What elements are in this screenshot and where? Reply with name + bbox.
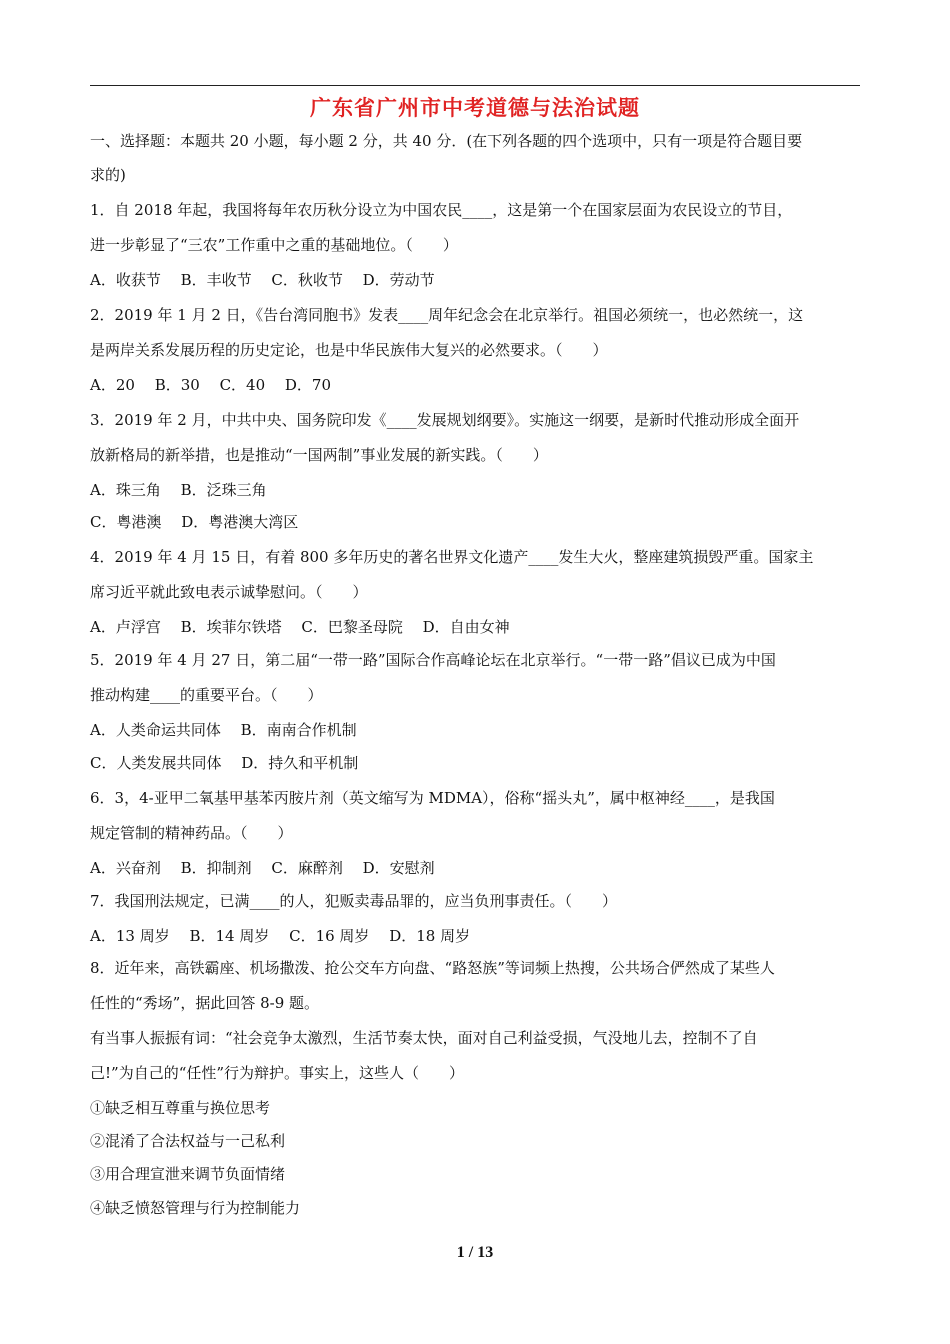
- text-line: 推动构建____的重要平台。（ ）: [90, 686, 323, 704]
- header-rule: [90, 85, 860, 86]
- text-line: 3．2019 年 2 月，中共中央、国务院印发《____发展规划纲要》。实施这一纲要，是新时代推动形成全面开: [90, 411, 800, 429]
- text-line: 8．近年来，高铁霸座、机场撒泼、抢公交车方向盘、“路怒族”等词频上热搜，公共场合俨然成了某些人: [90, 959, 775, 977]
- text-line: A．收获节 B．丰收节 C．秋收节 D．劳动节: [90, 271, 435, 289]
- text-line: 己!”为自己的“任性”行为辩护。事实上，这些人（ ）: [90, 1064, 465, 1082]
- text-line: C．人类发展共同体 D．持久和平机制: [90, 754, 359, 772]
- text-line: 7．我国刑法规定，已满____的人，犯贩卖毒品罪的，应当负刑事责任。（ ）: [90, 892, 618, 910]
- text-line: 有当事人振振有词：“社会竞争太激烈，生活节奏太快，面对自己利益受损，气没地儿去，控制不了自: [90, 1029, 758, 1047]
- text-line: ④缺乏愤怒管理与行为控制能力: [90, 1199, 301, 1217]
- text-line: A．人类命运共同体 B．南南合作机制: [90, 721, 357, 739]
- text-line: 6．3，4-亚甲二氧基甲基苯丙胺片剂（英文缩写为 MDMA），俗称“摇头丸”，属中枢神经____，是我国: [90, 789, 775, 807]
- text-line: ③用合理宣泄来调节负面情绪: [90, 1165, 286, 1183]
- text-line: A．20 B．30 C．40 D．70: [90, 376, 332, 394]
- text-line: 一、选择题：本题共 20 小题，每小题 2 分，共 40 分．(在下列各题的四个选项中，只有一项是符合题目要: [90, 132, 803, 150]
- text-line: ①缺乏相互尊重与换位思考: [90, 1099, 271, 1117]
- text-line: A．珠三角 B．泛珠三角: [90, 481, 267, 499]
- text-line: 1．自 2018 年起，我国将每年农历秋分设立为中国农民____，这是第一个在国家层面为农民设立的节目，: [90, 201, 793, 219]
- text-line: 5．2019 年 4 月 27 日，第二届“一带一路”国际合作高峰论坛在北京举行。“一带一路”倡议已成为中国: [90, 651, 776, 669]
- text-line: 规定管制的精神药品。（ ）: [90, 824, 293, 842]
- text-line: 席习近平就此致电表示诚挚慰问。（ ）: [90, 583, 368, 601]
- text-line: 是两岸关系发展历程的历史定论，也是中华民族伟大复兴的必然要求。（ ）: [90, 341, 608, 359]
- text-line: C．粤港澳 D．粤港澳大湾区: [90, 513, 299, 531]
- text-line: 任性的“秀场”，据此回答 8-9 题。: [90, 994, 320, 1012]
- text-line: 求的): [90, 166, 126, 184]
- text-line: 进一步彰显了“三农”工作重中之重的基础地位。（ ）: [90, 236, 458, 254]
- text-line: 4．2019 年 4 月 15 日，有着 800 多年历史的著名世界文化遗产____发生大火，整座建筑损毁严重。国家主: [90, 548, 814, 566]
- text-line: 2．2019 年 1 月 2 日，《告台湾同胞书》发表____周年纪念会在北京举行。祖国必须统一，也必然统一，这: [90, 306, 804, 324]
- text-line: A．兴奋剂 B．抑制剂 C．麻醉剂 D．安慰剂: [90, 859, 435, 877]
- text-line: ②混淆了合法权益与一己私利: [90, 1132, 286, 1150]
- page-title: 广东省广州市中考道德与法治试题: [310, 96, 640, 120]
- text-line: A．卢浮宫 B．埃菲尔铁塔 C．巴黎圣母院 D．自由女神: [90, 618, 510, 636]
- page-number: 1 / 13: [456, 1244, 494, 1261]
- text-line: A．13 周岁 B．14 周岁 C．16 周岁 D．18 周岁: [90, 927, 471, 945]
- text-line: 放新格局的新举措，也是推动“一国两制”事业发展的新实践。（ ）: [90, 446, 548, 464]
